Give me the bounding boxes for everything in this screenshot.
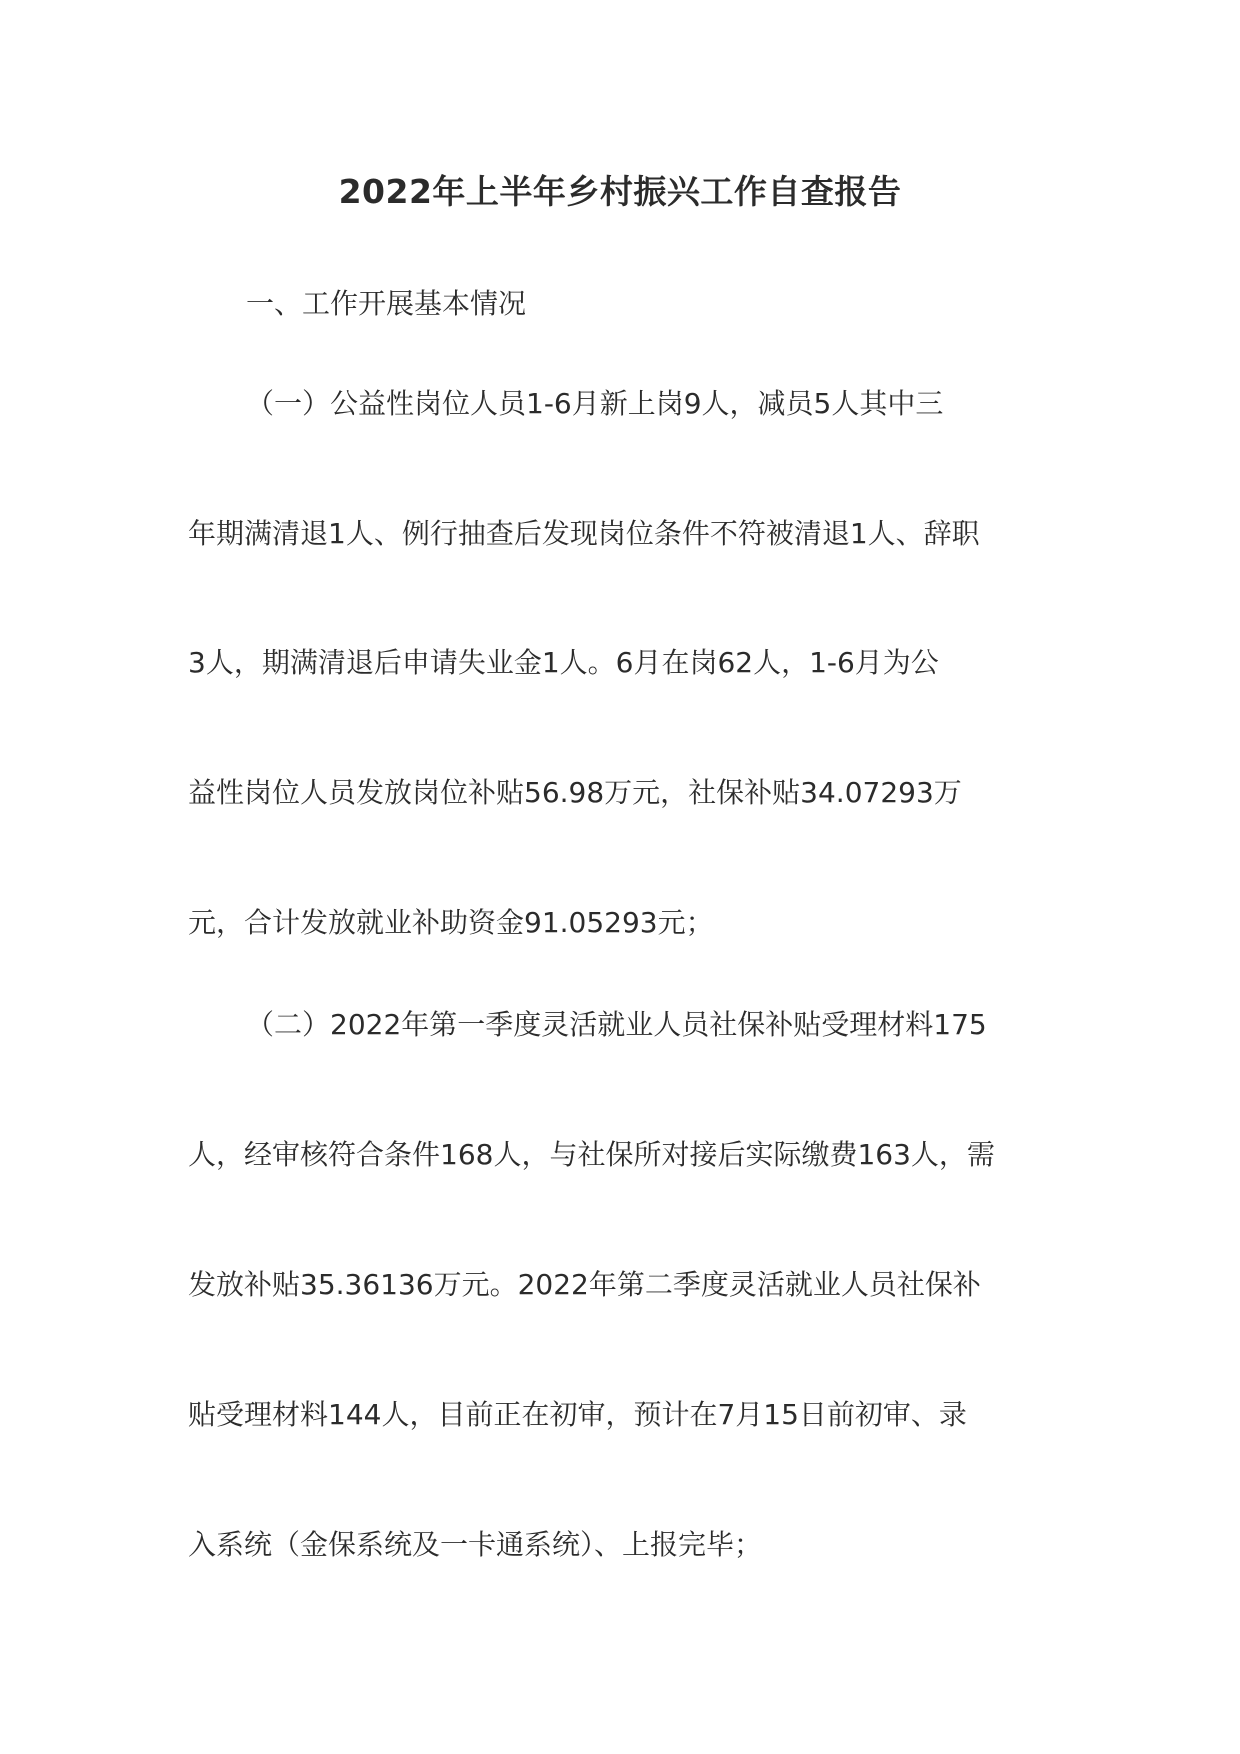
paragraph-2-line-3: 发放补贴35.36136万元。2022年第二季度灵活就业人员社保补 — [188, 1268, 981, 1301]
paragraph-2-line-2: 人，经审核符合条件168人，与社保所对接后实际缴费163人，需 — [188, 1138, 995, 1171]
paragraph-1-line-2: 年期满清退1人、例行抽查后发现岗位条件不符被清退1人、辞职 — [188, 517, 980, 550]
paragraph-2-line-1: （二）2022年第一季度灵活就业人员社保补贴受理材料175 — [246, 1008, 987, 1041]
paragraph-1-line-3: 3人，期满清退后申请失业金1人。6月在岗62人，1-6月为公 — [188, 646, 939, 679]
paragraph-1-line-5: 元，合计发放就业补助资金91.05293元； — [188, 906, 714, 939]
section-heading: 一、工作开展基本情况 — [246, 287, 527, 320]
paragraph-2-line-4: 贴受理材料144人，目前正在初审，预计在7月15日前初审、录 — [188, 1398, 967, 1431]
document-title: 2022年上半年乡村振兴工作自查报告 — [338, 172, 902, 211]
paragraph-1-line-1: （一）公益性岗位人员1-6月新上岗9人，减员5人其中三 — [246, 387, 944, 420]
paragraph-2-line-5: 入系统（金保系统及一卡通系统）、上报完毕； — [188, 1528, 763, 1561]
paragraph-1-line-4: 益性岗位人员发放岗位补贴56.98万元，社保补贴34.07293万 — [188, 776, 962, 809]
